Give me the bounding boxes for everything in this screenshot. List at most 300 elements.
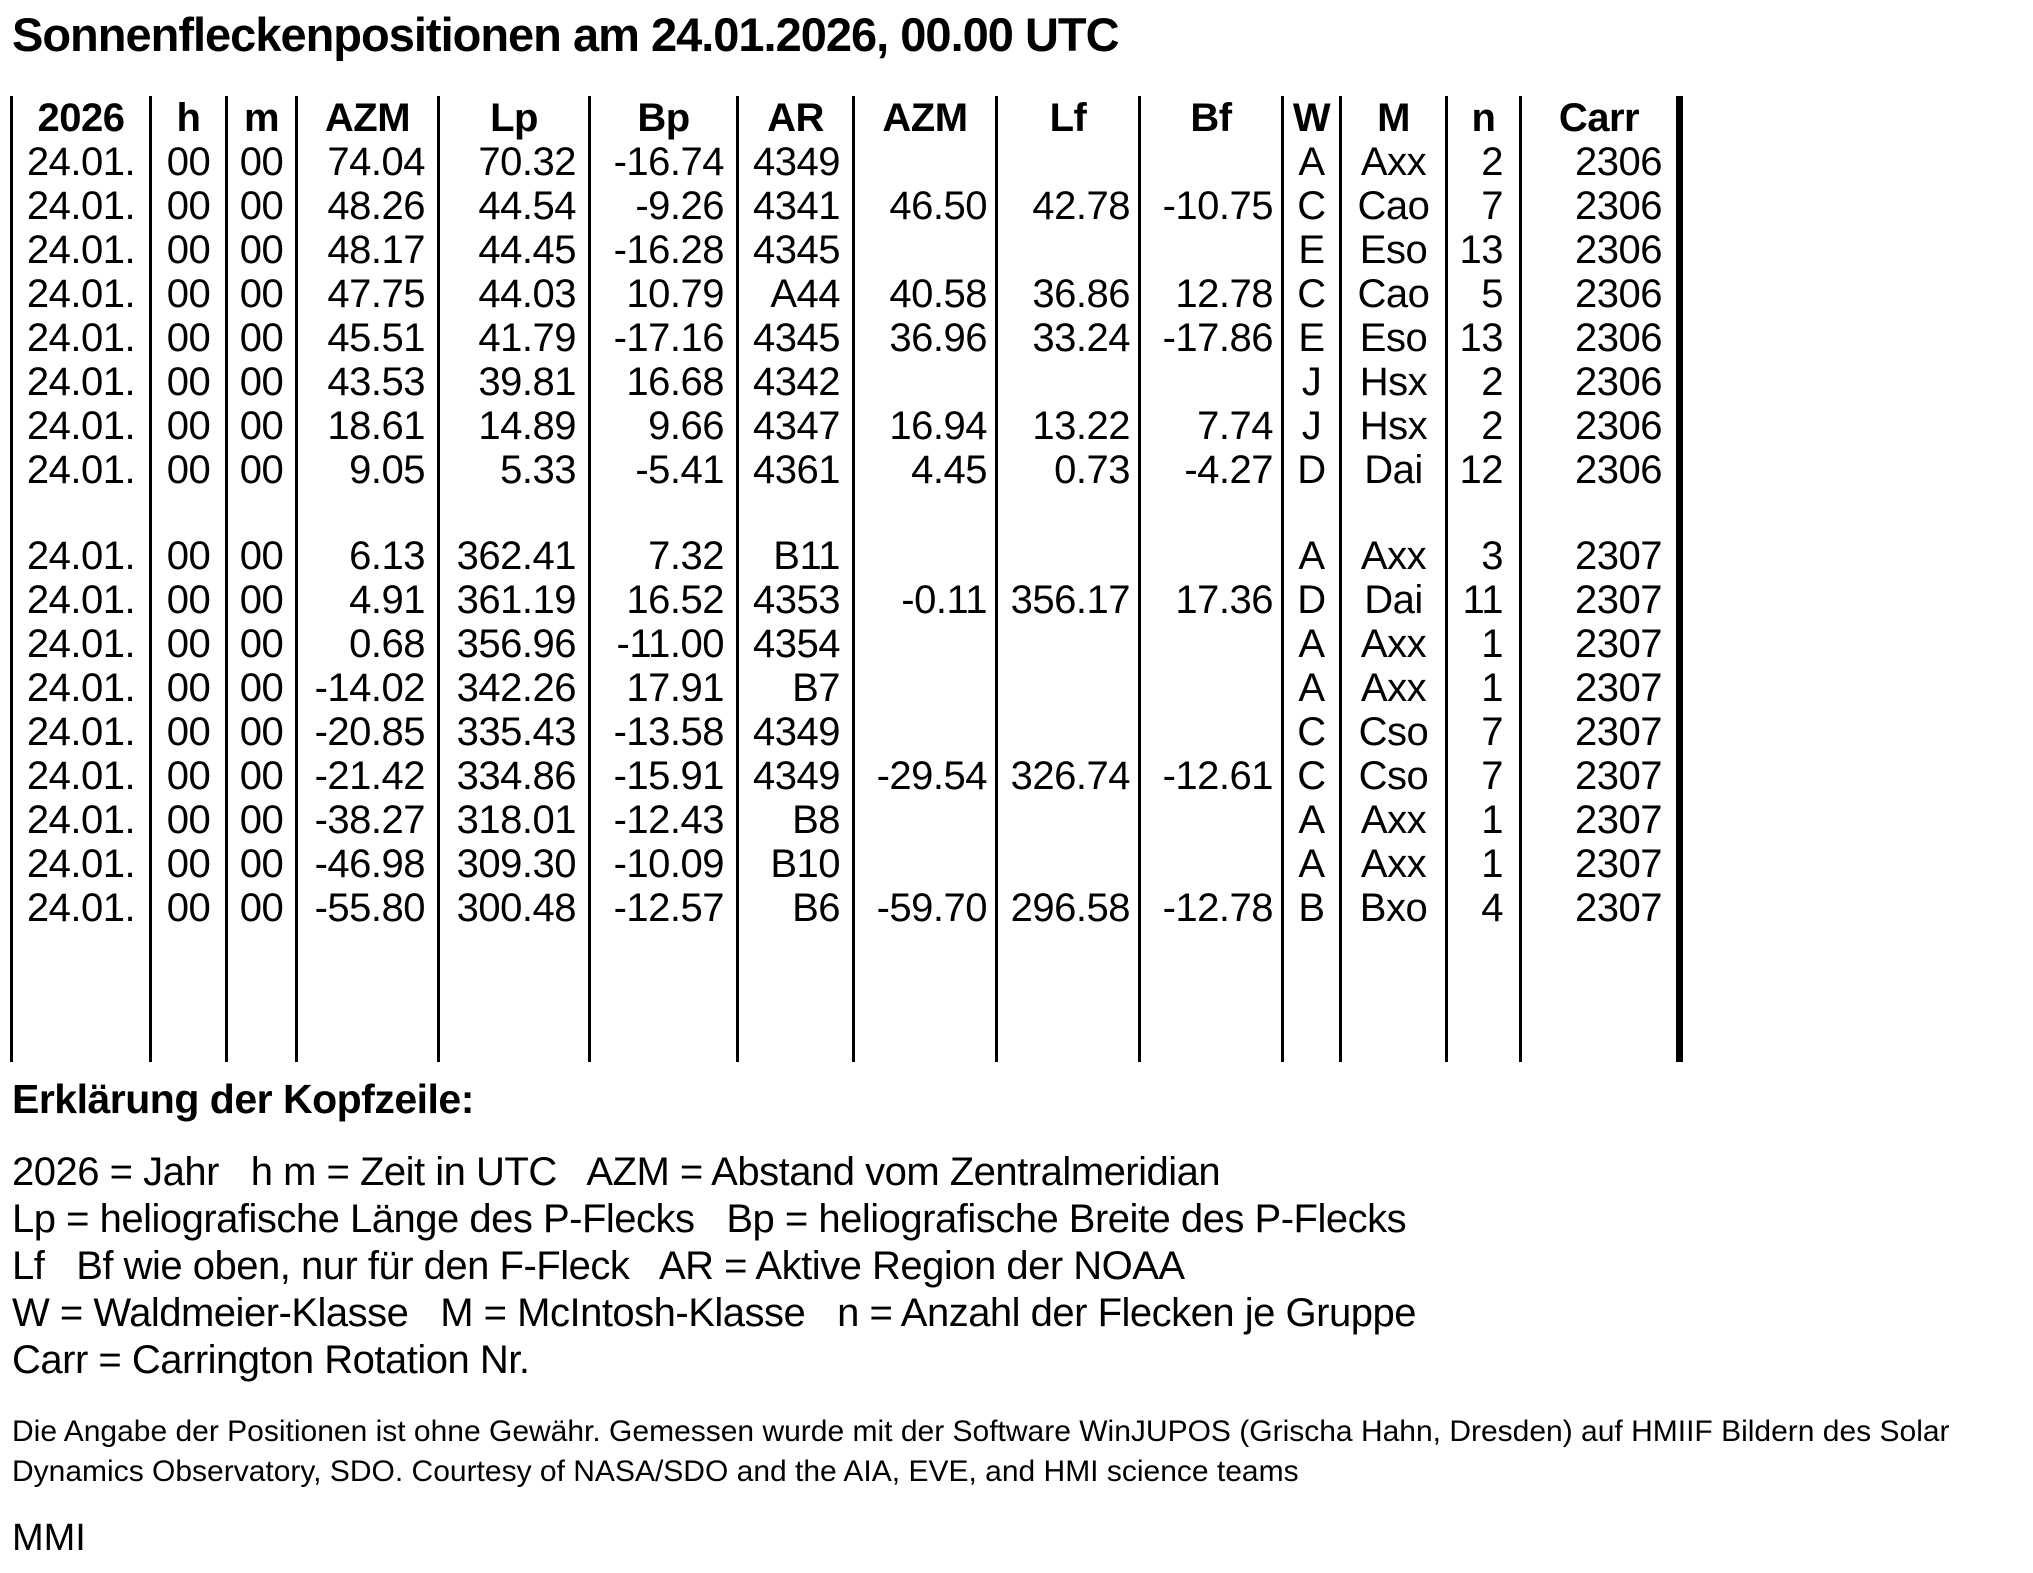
table-cell: 47.75 bbox=[297, 272, 439, 316]
empty-cell bbox=[1283, 492, 1341, 534]
table-cell: Eso bbox=[1341, 316, 1447, 360]
table-cell: 3 bbox=[1447, 534, 1521, 578]
column-header: n bbox=[1447, 96, 1521, 140]
table-cell: -21.42 bbox=[297, 754, 439, 798]
table-cell: 7 bbox=[1447, 754, 1521, 798]
table-body bbox=[12, 140, 1680, 1062]
table-cell: 00 bbox=[151, 272, 227, 316]
column-header: Bf bbox=[1140, 96, 1283, 140]
column-header: Carr bbox=[1521, 96, 1680, 140]
table-cell: 2307 bbox=[1521, 886, 1680, 930]
empty-cell bbox=[12, 930, 151, 1062]
table-cell: 7 bbox=[1447, 710, 1521, 754]
table-cell: 2307 bbox=[1521, 710, 1680, 754]
table-cell: -12.78 bbox=[1140, 886, 1283, 930]
table-row bbox=[12, 754, 1680, 798]
table-cell: 5 bbox=[1447, 272, 1521, 316]
table-cell bbox=[854, 798, 997, 842]
column-header: M bbox=[1341, 96, 1447, 140]
empty-cell bbox=[590, 492, 738, 534]
table-row bbox=[12, 842, 1680, 886]
table-cell: 00 bbox=[151, 622, 227, 666]
table-cell: Eso bbox=[1341, 228, 1447, 272]
table-cell: 24.01. bbox=[12, 272, 151, 316]
table-row bbox=[12, 184, 1680, 228]
table-cell: -14.02 bbox=[297, 666, 439, 710]
empty-cell bbox=[151, 930, 227, 1062]
table-cell: 9.05 bbox=[297, 448, 439, 492]
table-cell: 00 bbox=[227, 360, 297, 404]
table-cell bbox=[1140, 842, 1283, 886]
table-cell: 24.01. bbox=[12, 886, 151, 930]
table-cell: 356.96 bbox=[439, 622, 590, 666]
table-cell: 2307 bbox=[1521, 798, 1680, 842]
table-cell: 00 bbox=[227, 710, 297, 754]
table-cell: 42.78 bbox=[997, 184, 1140, 228]
table-cell: 2306 bbox=[1521, 140, 1680, 184]
empty-cell bbox=[738, 930, 854, 1062]
table-cell: 39.81 bbox=[439, 360, 590, 404]
table-cell: 00 bbox=[227, 272, 297, 316]
table-cell bbox=[1140, 360, 1283, 404]
table-cell: 74.04 bbox=[297, 140, 439, 184]
table-row bbox=[12, 140, 1680, 184]
table-cell: 00 bbox=[227, 578, 297, 622]
explanation-line: Carr = Carrington Rotation Nr. bbox=[12, 1338, 530, 1383]
column-header: Lp bbox=[439, 96, 590, 140]
table-cell: B11 bbox=[738, 534, 854, 578]
empty-cell bbox=[1521, 930, 1680, 1062]
table-cell: 12 bbox=[1447, 448, 1521, 492]
table-cell bbox=[997, 534, 1140, 578]
table-cell: B7 bbox=[738, 666, 854, 710]
table-cell bbox=[997, 360, 1140, 404]
disclaimer-text: Die Angabe der Positionen ist ohne Gewähr. Gemessen wurde mit der Software WinJUPOS (Grischa Hahn, Dresden) auf HMIIF Bildern des Solar Dynamics Observatory, SDO. Courtesy of NASA/SDO and the AIA, EVE, and HMI science teams bbox=[12, 1415, 1950, 1489]
table-cell: 4 bbox=[1447, 886, 1521, 930]
empty-cell bbox=[297, 492, 439, 534]
table-cell: -46.98 bbox=[297, 842, 439, 886]
table-cell: 24.01. bbox=[12, 710, 151, 754]
table-cell: 309.30 bbox=[439, 842, 590, 886]
table-cell: 4347 bbox=[738, 404, 854, 448]
table-cell: 00 bbox=[151, 710, 227, 754]
table-cell: 1 bbox=[1447, 842, 1521, 886]
table-cell: C bbox=[1283, 184, 1341, 228]
table-cell: 2307 bbox=[1521, 534, 1680, 578]
table-cell: 17.91 bbox=[590, 666, 738, 710]
table-cell: 00 bbox=[151, 316, 227, 360]
table-cell: 00 bbox=[227, 798, 297, 842]
table-cell bbox=[997, 228, 1140, 272]
table-cell: 00 bbox=[151, 798, 227, 842]
table-cell: -15.91 bbox=[590, 754, 738, 798]
table-cell bbox=[1140, 710, 1283, 754]
table-cell: Bxo bbox=[1341, 886, 1447, 930]
table-cell bbox=[997, 710, 1140, 754]
table-cell: 00 bbox=[151, 578, 227, 622]
table-cell: 356.17 bbox=[997, 578, 1140, 622]
sunspot-positions-table bbox=[10, 96, 1683, 1062]
table-cell: 33.24 bbox=[997, 316, 1140, 360]
table-cell: 24.01. bbox=[12, 842, 151, 886]
table-cell bbox=[854, 360, 997, 404]
empty-cell bbox=[297, 930, 439, 1062]
table-cell bbox=[997, 622, 1140, 666]
explanation-line: Lf Bf wie oben, nur für den F-Fleck AR = Aktive Region der NOAA bbox=[12, 1244, 1185, 1289]
table-row bbox=[12, 534, 1680, 578]
table-cell: 10.79 bbox=[590, 272, 738, 316]
table-cell: E bbox=[1283, 228, 1341, 272]
table-cell: 335.43 bbox=[439, 710, 590, 754]
table-cell: Axx bbox=[1341, 534, 1447, 578]
table-cell: 4.91 bbox=[297, 578, 439, 622]
table-row bbox=[12, 272, 1680, 316]
table-cell: 9.66 bbox=[590, 404, 738, 448]
column-header: Lf bbox=[997, 96, 1140, 140]
table-row bbox=[12, 404, 1680, 448]
table-cell: 00 bbox=[151, 360, 227, 404]
empty-cell bbox=[12, 492, 151, 534]
table-cell: 2306 bbox=[1521, 272, 1680, 316]
table-cell: 00 bbox=[227, 228, 297, 272]
table-cell: -13.58 bbox=[590, 710, 738, 754]
table-cell: D bbox=[1283, 448, 1341, 492]
table-cell: 6.13 bbox=[297, 534, 439, 578]
table-cell: 43.53 bbox=[297, 360, 439, 404]
table-cell: 1 bbox=[1447, 666, 1521, 710]
table-cell: 44.54 bbox=[439, 184, 590, 228]
table-cell: 4345 bbox=[738, 316, 854, 360]
table-cell: 4.45 bbox=[854, 448, 997, 492]
table-cell: 00 bbox=[227, 886, 297, 930]
table-cell: -20.85 bbox=[297, 710, 439, 754]
table-row bbox=[12, 710, 1680, 754]
table-row bbox=[12, 886, 1680, 930]
table-cell: 24.01. bbox=[12, 448, 151, 492]
table-cell bbox=[854, 666, 997, 710]
column-header: m bbox=[227, 96, 297, 140]
table-cell: 14.89 bbox=[439, 404, 590, 448]
table-cell bbox=[997, 140, 1140, 184]
table-cell: Axx bbox=[1341, 622, 1447, 666]
table-cell: 362.41 bbox=[439, 534, 590, 578]
table-cell: 13.22 bbox=[997, 404, 1140, 448]
table-cell: -10.09 bbox=[590, 842, 738, 886]
column-header: AZM bbox=[297, 96, 439, 140]
table-cell: B bbox=[1283, 886, 1341, 930]
table-header-row bbox=[12, 96, 1680, 140]
table-cell bbox=[854, 710, 997, 754]
table-cell: 4349 bbox=[738, 710, 854, 754]
table-cell: 00 bbox=[151, 534, 227, 578]
table-cell: 2307 bbox=[1521, 754, 1680, 798]
table-cell: 4354 bbox=[738, 622, 854, 666]
table-row bbox=[12, 228, 1680, 272]
table-cell: 00 bbox=[227, 184, 297, 228]
table-cell: 2307 bbox=[1521, 842, 1680, 886]
table-cell bbox=[1140, 228, 1283, 272]
table-cell: 24.01. bbox=[12, 360, 151, 404]
table-cell: 2 bbox=[1447, 360, 1521, 404]
table-cell: 300.48 bbox=[439, 886, 590, 930]
table-cell: 24.01. bbox=[12, 184, 151, 228]
table-cell bbox=[854, 842, 997, 886]
table-cell: A bbox=[1283, 534, 1341, 578]
table-cell: 2307 bbox=[1521, 578, 1680, 622]
table-cell: -29.54 bbox=[854, 754, 997, 798]
table-cell: 00 bbox=[151, 184, 227, 228]
table-cell: 16.68 bbox=[590, 360, 738, 404]
table-cell: 7 bbox=[1447, 184, 1521, 228]
table-cell: 0.68 bbox=[297, 622, 439, 666]
table-cell: Axx bbox=[1341, 798, 1447, 842]
empty-cell bbox=[1140, 492, 1283, 534]
table-cell: Cso bbox=[1341, 754, 1447, 798]
table-cell: 4341 bbox=[738, 184, 854, 228]
table-row bbox=[12, 360, 1680, 404]
table-cell: B8 bbox=[738, 798, 854, 842]
empty-cell bbox=[439, 930, 590, 1062]
empty-cell bbox=[738, 492, 854, 534]
table-cell: 2306 bbox=[1521, 316, 1680, 360]
table-cell: 00 bbox=[151, 228, 227, 272]
explanation-line: W = Waldmeier-Klasse M = McIntosh-Klasse n = Anzahl der Flecken je Gruppe bbox=[12, 1291, 1416, 1336]
table-cell: A bbox=[1283, 842, 1341, 886]
table-cell: J bbox=[1283, 360, 1341, 404]
table-cell bbox=[1140, 622, 1283, 666]
table-cell bbox=[997, 798, 1140, 842]
empty-cell bbox=[1447, 930, 1521, 1062]
table-cell: -55.80 bbox=[297, 886, 439, 930]
table-cell: C bbox=[1283, 754, 1341, 798]
table-cell: 4361 bbox=[738, 448, 854, 492]
table-cell: 00 bbox=[227, 622, 297, 666]
table-cell: 00 bbox=[227, 842, 297, 886]
table-cell: Cso bbox=[1341, 710, 1447, 754]
table-cell: 0.73 bbox=[997, 448, 1140, 492]
table-cell: A bbox=[1283, 140, 1341, 184]
table-cell: Axx bbox=[1341, 666, 1447, 710]
table-cell: 1 bbox=[1447, 622, 1521, 666]
table-cell: C bbox=[1283, 272, 1341, 316]
table-cell bbox=[854, 622, 997, 666]
table-cell bbox=[854, 228, 997, 272]
table-cell: 24.01. bbox=[12, 754, 151, 798]
column-header: 2026 bbox=[12, 96, 151, 140]
table-cell: B10 bbox=[738, 842, 854, 886]
table-cell: 45.51 bbox=[297, 316, 439, 360]
table-cell: 46.50 bbox=[854, 184, 997, 228]
table-cell: -11.00 bbox=[590, 622, 738, 666]
table-cell: 342.26 bbox=[439, 666, 590, 710]
table-cell: -0.11 bbox=[854, 578, 997, 622]
table-cell: Dai bbox=[1341, 578, 1447, 622]
spacer-row bbox=[12, 930, 1680, 1062]
table-cell: -16.28 bbox=[590, 228, 738, 272]
table-cell bbox=[1140, 534, 1283, 578]
table-cell: 24.01. bbox=[12, 228, 151, 272]
table-cell: 24.01. bbox=[12, 140, 151, 184]
table-cell bbox=[997, 666, 1140, 710]
table-cell: 00 bbox=[227, 448, 297, 492]
table-cell: 2306 bbox=[1521, 448, 1680, 492]
empty-cell bbox=[1447, 492, 1521, 534]
table-cell: 24.01. bbox=[12, 578, 151, 622]
table-row bbox=[12, 622, 1680, 666]
table-cell: A44 bbox=[738, 272, 854, 316]
table-cell: 4345 bbox=[738, 228, 854, 272]
empty-cell bbox=[227, 930, 297, 1062]
table-cell: 13 bbox=[1447, 228, 1521, 272]
empty-cell bbox=[997, 492, 1140, 534]
table-row bbox=[12, 666, 1680, 710]
table-cell bbox=[1140, 666, 1283, 710]
table-cell: 00 bbox=[151, 886, 227, 930]
table-cell bbox=[854, 534, 997, 578]
table-cell: 12.78 bbox=[1140, 272, 1283, 316]
table-cell: Hsx bbox=[1341, 360, 1447, 404]
empty-cell bbox=[1341, 492, 1447, 534]
empty-cell bbox=[439, 492, 590, 534]
table-cell: 00 bbox=[151, 448, 227, 492]
table-cell: 24.01. bbox=[12, 404, 151, 448]
table-cell: 24.01. bbox=[12, 534, 151, 578]
table-cell: 16.52 bbox=[590, 578, 738, 622]
table-cell: Axx bbox=[1341, 842, 1447, 886]
column-header: h bbox=[151, 96, 227, 140]
empty-cell bbox=[1341, 930, 1447, 1062]
table-cell: -17.16 bbox=[590, 316, 738, 360]
table-cell: 41.79 bbox=[439, 316, 590, 360]
empty-cell bbox=[997, 930, 1140, 1062]
table-cell: 00 bbox=[151, 404, 227, 448]
table-cell: 40.58 bbox=[854, 272, 997, 316]
table-cell: Dai bbox=[1341, 448, 1447, 492]
table-cell: Hsx bbox=[1341, 404, 1447, 448]
table-row bbox=[12, 316, 1680, 360]
table-cell: 326.74 bbox=[997, 754, 1140, 798]
table-cell bbox=[1140, 798, 1283, 842]
table-cell: -4.27 bbox=[1140, 448, 1283, 492]
table-cell: 70.32 bbox=[439, 140, 590, 184]
column-header: W bbox=[1283, 96, 1341, 140]
table-cell: 2306 bbox=[1521, 228, 1680, 272]
table-cell: 7.32 bbox=[590, 534, 738, 578]
table-cell: 00 bbox=[227, 140, 297, 184]
table-cell bbox=[997, 842, 1140, 886]
table-cell: 334.86 bbox=[439, 754, 590, 798]
table-cell: 4349 bbox=[738, 754, 854, 798]
explanation-line: 2026 = Jahr h m = Zeit in UTC AZM = Abstand vom Zentralmeridian bbox=[12, 1150, 1221, 1195]
table-cell: 2306 bbox=[1521, 184, 1680, 228]
table-cell: 48.17 bbox=[297, 228, 439, 272]
table-cell: 36.86 bbox=[997, 272, 1140, 316]
table-cell: -12.61 bbox=[1140, 754, 1283, 798]
table-cell: -12.43 bbox=[590, 798, 738, 842]
table-cell: 5.33 bbox=[439, 448, 590, 492]
empty-cell bbox=[151, 492, 227, 534]
table-cell: 4353 bbox=[738, 578, 854, 622]
table-cell: 2306 bbox=[1521, 360, 1680, 404]
table-cell: 16.94 bbox=[854, 404, 997, 448]
table-cell: 318.01 bbox=[439, 798, 590, 842]
column-header: Bp bbox=[590, 96, 738, 140]
table-cell: -5.41 bbox=[590, 448, 738, 492]
table-cell: -12.57 bbox=[590, 886, 738, 930]
table-row bbox=[12, 798, 1680, 842]
table-cell: 361.19 bbox=[439, 578, 590, 622]
table-cell: 44.45 bbox=[439, 228, 590, 272]
table-cell: A bbox=[1283, 798, 1341, 842]
table-cell: Cao bbox=[1341, 184, 1447, 228]
table-cell: 44.03 bbox=[439, 272, 590, 316]
table-cell: 11 bbox=[1447, 578, 1521, 622]
table-cell: A bbox=[1283, 666, 1341, 710]
table-cell: E bbox=[1283, 316, 1341, 360]
table-cell: A bbox=[1283, 622, 1341, 666]
empty-cell bbox=[1283, 930, 1341, 1062]
empty-cell bbox=[1521, 492, 1680, 534]
table-cell: 00 bbox=[227, 534, 297, 578]
table-row bbox=[12, 578, 1680, 622]
table-cell: 4349 bbox=[738, 140, 854, 184]
table-cell: 2307 bbox=[1521, 622, 1680, 666]
table-cell: -16.74 bbox=[590, 140, 738, 184]
table-cell: 2307 bbox=[1521, 666, 1680, 710]
table-cell: 00 bbox=[151, 140, 227, 184]
table-cell: 36.96 bbox=[854, 316, 997, 360]
empty-cell bbox=[227, 492, 297, 534]
empty-cell bbox=[590, 930, 738, 1062]
table-cell: 4342 bbox=[738, 360, 854, 404]
table-cell: 2306 bbox=[1521, 404, 1680, 448]
table-cell: -38.27 bbox=[297, 798, 439, 842]
table-cell: 00 bbox=[151, 842, 227, 886]
table-cell: 24.01. bbox=[12, 666, 151, 710]
table-cell: -10.75 bbox=[1140, 184, 1283, 228]
table-cell: 00 bbox=[151, 754, 227, 798]
explanation-heading: Erklärung der Kopfzeile: bbox=[12, 1076, 474, 1123]
table-cell: Axx bbox=[1341, 140, 1447, 184]
table-cell: 00 bbox=[227, 754, 297, 798]
spacer-row bbox=[12, 492, 1680, 534]
table-cell: 296.58 bbox=[997, 886, 1140, 930]
table-cell: 48.26 bbox=[297, 184, 439, 228]
table-cell: -17.86 bbox=[1140, 316, 1283, 360]
table-cell bbox=[1140, 140, 1283, 184]
table-cell: 1 bbox=[1447, 798, 1521, 842]
table-cell: 24.01. bbox=[12, 622, 151, 666]
table-cell: 24.01. bbox=[12, 798, 151, 842]
table-cell: 00 bbox=[227, 666, 297, 710]
table-cell: 2 bbox=[1447, 404, 1521, 448]
table-cell: D bbox=[1283, 578, 1341, 622]
signature-text: MMI bbox=[12, 1517, 86, 1560]
table-cell bbox=[854, 140, 997, 184]
table-cell: C bbox=[1283, 710, 1341, 754]
table-cell: 00 bbox=[227, 404, 297, 448]
column-header: AR bbox=[738, 96, 854, 140]
table-cell: 24.01. bbox=[12, 316, 151, 360]
table-cell: 00 bbox=[227, 316, 297, 360]
table-cell: 18.61 bbox=[297, 404, 439, 448]
table-cell: -9.26 bbox=[590, 184, 738, 228]
table-cell: B6 bbox=[738, 886, 854, 930]
page-title: Sonnenfleckenpositionen am 24.01.2026, 00.00 UTC bbox=[12, 8, 1119, 61]
table-cell: 17.36 bbox=[1140, 578, 1283, 622]
table-cell: 13 bbox=[1447, 316, 1521, 360]
table-cell: -59.70 bbox=[854, 886, 997, 930]
